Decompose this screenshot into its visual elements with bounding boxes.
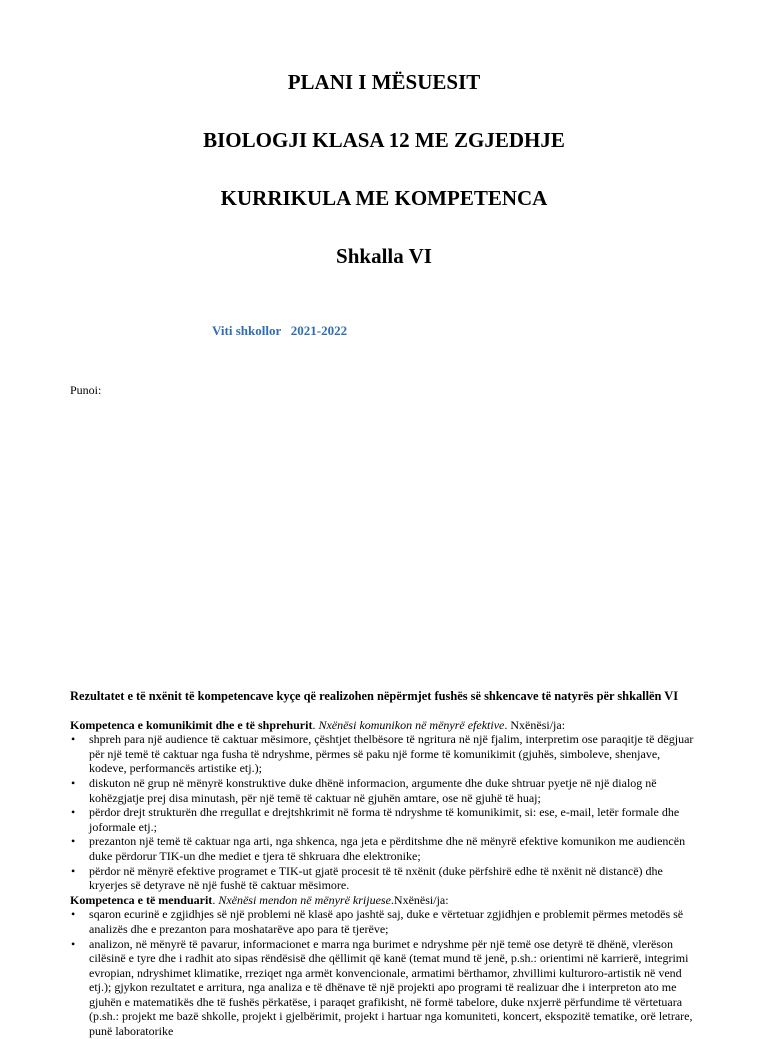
title-subject: BIOLOGJI KLASA 12 ME ZGJEDHJE: [203, 128, 565, 152]
competence-title: Kompetenca e komunikimit dhe e të shprehurit: [70, 717, 313, 732]
title-plan: PLANI I MËSUESIT: [287, 70, 481, 94]
list-item: • përdor drejt strukturën dhe rregullat e drejtshkrimit në forma të ndryshme të komunikimit, si: ese, e-mail, letër formale dhe joformale etj.;: [70, 805, 698, 834]
list-item: • përdor në mënyrë efektive programet e TIK-ut gjatë procesit të të nxënit (duke përfshirë edhe të nxënit në distancë) dhe kryerjes së detyrave në një fushë të caktuar mësimore.: [70, 864, 698, 893]
list-item: • shpreh para një audience të caktuar mësimore, çështjet thelbësore të ngritura në një fjalim, interpretim ose paraqitje të dëgjuar për një temë të caktuar nga fusha të ndryshme, përmes së paku një forme të komunikimit (gjuhës, simboleve, shenjave, kodeve, performancës artistike etj.);: [70, 732, 698, 776]
competence-subtitle: Nxënësi komunikon në mënyrë efektive: [318, 717, 505, 732]
list-item: • prezanton një temë të caktuar nga arti, nga shkenca, nga jeta e përditshme dhe në mënyrë efektive komunikon me audiencën duke përdorur TIK-un dhe mediet e tjera të shkruara dhe elektronike;: [70, 834, 698, 863]
competence-communication-list: [70, 732, 698, 893]
competence-communication-heading: Kompetenca e komunikimit dhe e të shprehurit. Nxënësi komunikon në mënyrë efektive. Nxënësi/ja:: [70, 717, 566, 732]
list-item: • diskuton në grup në mënyrë konstruktive duke dhënë informacion, argumente dhe duke shtruar pyetje në një dialog në kohëzgjatje prej disa minutash, për një temë të caktuar në gjuhën amtare, ose në gjuhë të huaj;: [70, 776, 698, 805]
list-item: • sqaron ecurinë e zgjidhjes së një problemi në klasë apo jashtë saj, duke e vërtetuar zgjidhjen e problemit përmes metodës së analizës dhe e prezanton para moshatarëve apo para të tjerëve;: [70, 907, 698, 936]
school-year: Viti shkollor 2021-2022: [212, 323, 348, 338]
author-label: Punoi:: [70, 383, 102, 397]
competences-section: [70, 689, 698, 1039]
list-item: • analizon, në mënyrë të pavarur, informacionet e marra nga burimet e ndryshme për një temë ose detyrë të dhënë, vlerëson cilësinë e tyre dhe i radhit ato sipas rëndësisë dhe qëllimit që kanë (temat mund të jenë, p.sh.: orientimi në karrierë, integrimi evropian, ndryshimet klimatike, rreziqet nga armët konvencionale, armatimi bërthamor, zhvillimi kulturoro-artistik në vend etj.); gjykon rezultatet e arritura, nga analiza e të dhënave të një projekti apo programi të realizuar dhe i interpreton ato me gjuhën e matematikës dhe të fushës përkatëse, i paraqet grafikisht, në formë tabelore, duke nxjerrë përfundime të vërtetuara (p.sh.: projekt me bazë shkolle, projekt i gjelbërimit, projekt i hartuar nga komuniteti, koncert, ekspozitë tematike, orë letrare, punë laboratorike: [70, 937, 698, 1039]
competence-subtitle: Nxënësi mendon në mënyrë krijuese: [218, 892, 391, 907]
competence-thinking-list: [70, 907, 698, 1038]
title-curriculum: KURRIKULA ME KOMPETENCA: [220, 186, 548, 210]
title-level: Shkalla VI: [336, 244, 432, 268]
competence-thinking-heading: Kompetenca e të menduarit. Nxënësi mendon në mënyrë krijuese.Nxënësi/ja:: [70, 892, 449, 907]
competence-suffix: . Nxënësi/ja:: [504, 717, 566, 732]
competence-title: Kompetenca e të menduarit: [70, 892, 213, 907]
competence-suffix: .Nxënësi/ja:: [390, 892, 449, 907]
intro-text: Rezultatet e të nxënit të kompetencave kyçe që realizohen nëpërmjet fushës së shkencave të natyrës për shkallën VI: [70, 689, 679, 703]
